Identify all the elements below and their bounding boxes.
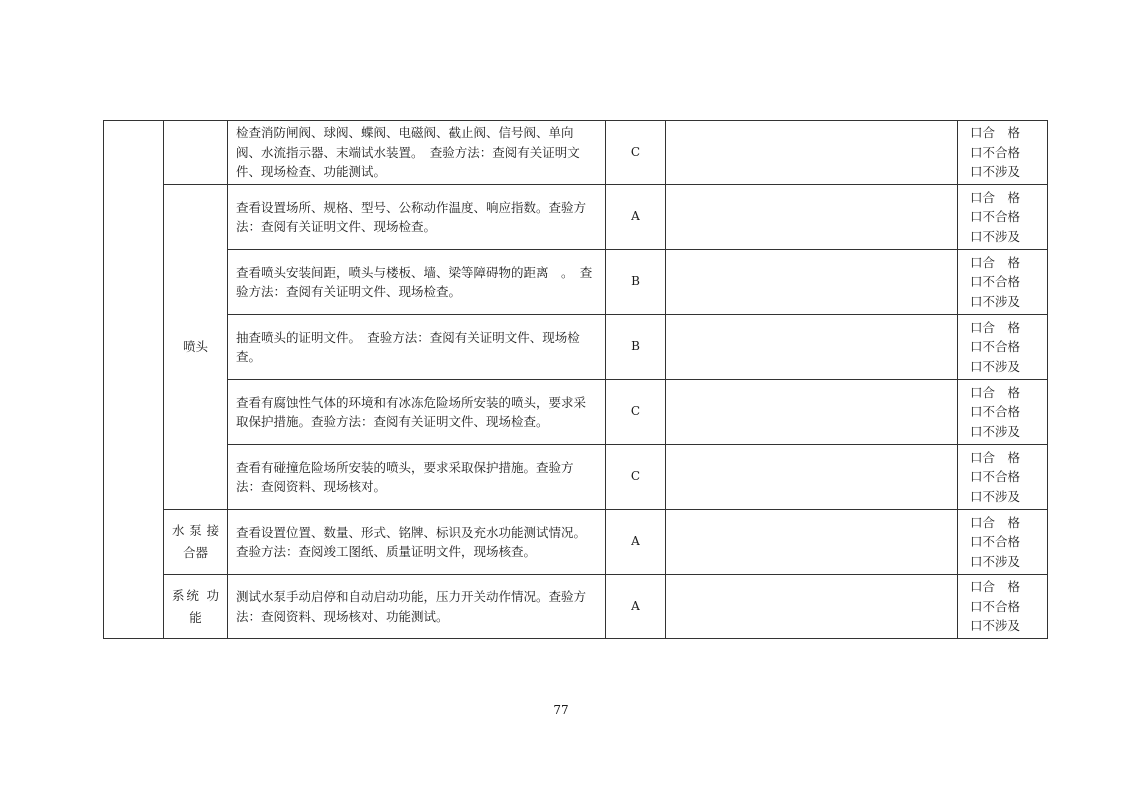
result-na-option[interactable]: 口不涉及: [970, 553, 1021, 569]
row-grade: A: [606, 185, 666, 250]
result-fail-option[interactable]: 口不合格: [970, 598, 1021, 614]
row-record-cell: [666, 575, 958, 639]
row-description: 查看设置位置、数量、形式、铭牌、标识及充水功能测试情况。 查验方法：查阅竣工图纸、质量证明文件，现场核查。: [228, 510, 606, 575]
category-pump-adapter-line: 水泵接: [172, 523, 219, 538]
row-result: [958, 445, 1048, 510]
table-row: [104, 575, 1048, 639]
category-nozzle-label: 喷头: [182, 339, 208, 355]
row-result: [958, 510, 1048, 575]
category-system-function: [164, 575, 228, 639]
table-row: [104, 121, 1048, 185]
row-description: 查看有腐蚀性气体的环境和有冰冻危险场所安装的喷头，要求采取保护措施。查验方法：查阅有关证明文件、现场检查。: [228, 380, 606, 445]
row-record-cell: [666, 315, 958, 380]
row-grade: C: [606, 380, 666, 445]
row-grade: A: [606, 575, 666, 639]
row-result: [958, 315, 1048, 380]
row-record-cell: [666, 380, 958, 445]
row-description: 检查消防闸阀、球阀、蝶阀、电磁阀、截止阀、信号阀、单向阀、水流指示器、末端试水装置。 查验方法：查阅有关证明文件、现场检查、功能测试。: [228, 121, 606, 185]
result-na-option[interactable]: 口不涉及: [970, 423, 1021, 439]
row-grade: B: [606, 315, 666, 380]
category-pump-adapter-line: 合器: [182, 545, 208, 560]
row-grade: C: [606, 121, 666, 185]
result-pass-option[interactable]: 口合 格: [970, 384, 1021, 400]
result-pass-option[interactable]: 口合 格: [970, 319, 1021, 335]
row-result: [958, 380, 1048, 445]
result-pass-option[interactable]: 口合 格: [970, 254, 1021, 270]
result-fail-option[interactable]: 口不合格: [970, 404, 1021, 420]
table-row: [104, 445, 1048, 510]
result-na-option[interactable]: 口不涉及: [970, 618, 1021, 634]
result-fail-option[interactable]: 口不合格: [970, 534, 1021, 550]
result-fail-option[interactable]: 口不合格: [970, 209, 1021, 225]
result-na-option[interactable]: 口不涉及: [970, 293, 1021, 309]
row-description: 测试水泵手动启停和自动启动功能，压力开关动作情况。查验方法：查阅资料、现场核对、功能测试。: [228, 575, 606, 639]
row-description: 查看有碰撞危险场所安装的喷头，要求采取保护措施。查验方法：查阅资料、现场核对。: [228, 445, 606, 510]
row-record-cell: [666, 121, 958, 185]
result-na-option[interactable]: 口不涉及: [970, 358, 1021, 374]
page-number: 77: [553, 703, 569, 717]
result-pass-option[interactable]: 口合 格: [970, 125, 1021, 141]
result-na-option[interactable]: 口不涉及: [970, 164, 1021, 180]
row-record-cell: [666, 445, 958, 510]
result-na-option[interactable]: 口不涉及: [970, 488, 1021, 504]
category-system-function-line: 系统 功: [172, 587, 219, 603]
row-grade: A: [606, 510, 666, 575]
table-row: [104, 380, 1048, 445]
row-result: [958, 250, 1048, 315]
table-row: [104, 315, 1048, 380]
result-fail-option[interactable]: 口不合格: [970, 339, 1021, 355]
inspection-table-wrapper: [103, 120, 1048, 639]
table-row: [104, 510, 1048, 575]
result-fail-option[interactable]: 口不合格: [970, 469, 1021, 485]
table-row: [104, 250, 1048, 315]
result-pass-option[interactable]: 口合 格: [970, 579, 1021, 595]
row-result: [958, 185, 1048, 250]
category-pump-adapter: [164, 510, 228, 575]
table-row: [104, 185, 1048, 250]
result-pass-option[interactable]: 口合 格: [970, 189, 1021, 205]
row-record-cell: [666, 250, 958, 315]
category-system-function-line: 能: [189, 609, 202, 625]
result-na-option[interactable]: 口不涉及: [970, 228, 1021, 244]
row-result: [958, 121, 1048, 185]
row-description: 抽查喷头的证明文件。 查验方法：查阅有关证明文件、现场检查。: [228, 315, 606, 380]
result-pass-option[interactable]: 口合 格: [970, 449, 1021, 465]
row-grade: B: [606, 250, 666, 315]
row-description: 查看喷头安装间距，喷头与楼板、墙、梁等障碍物的距离 。 查验方法：查阅有关证明文件、现场检查。: [228, 250, 606, 315]
row-result: [958, 575, 1048, 639]
row-description: 查看设置场所、规格、型号、公称动作温度、响应指数。查验方法：查阅有关证明文件、现场检查。: [228, 185, 606, 250]
result-fail-option[interactable]: 口不合格: [970, 274, 1021, 290]
category-cell-empty: [164, 121, 228, 185]
inspection-table: [103, 120, 1048, 639]
result-fail-option[interactable]: 口不合格: [970, 144, 1021, 160]
main-category-cell: [104, 121, 164, 639]
row-record-cell: [666, 185, 958, 250]
row-record-cell: [666, 510, 958, 575]
row-grade: C: [606, 445, 666, 510]
result-pass-option[interactable]: 口合 格: [970, 514, 1021, 530]
category-nozzle: [164, 185, 228, 510]
